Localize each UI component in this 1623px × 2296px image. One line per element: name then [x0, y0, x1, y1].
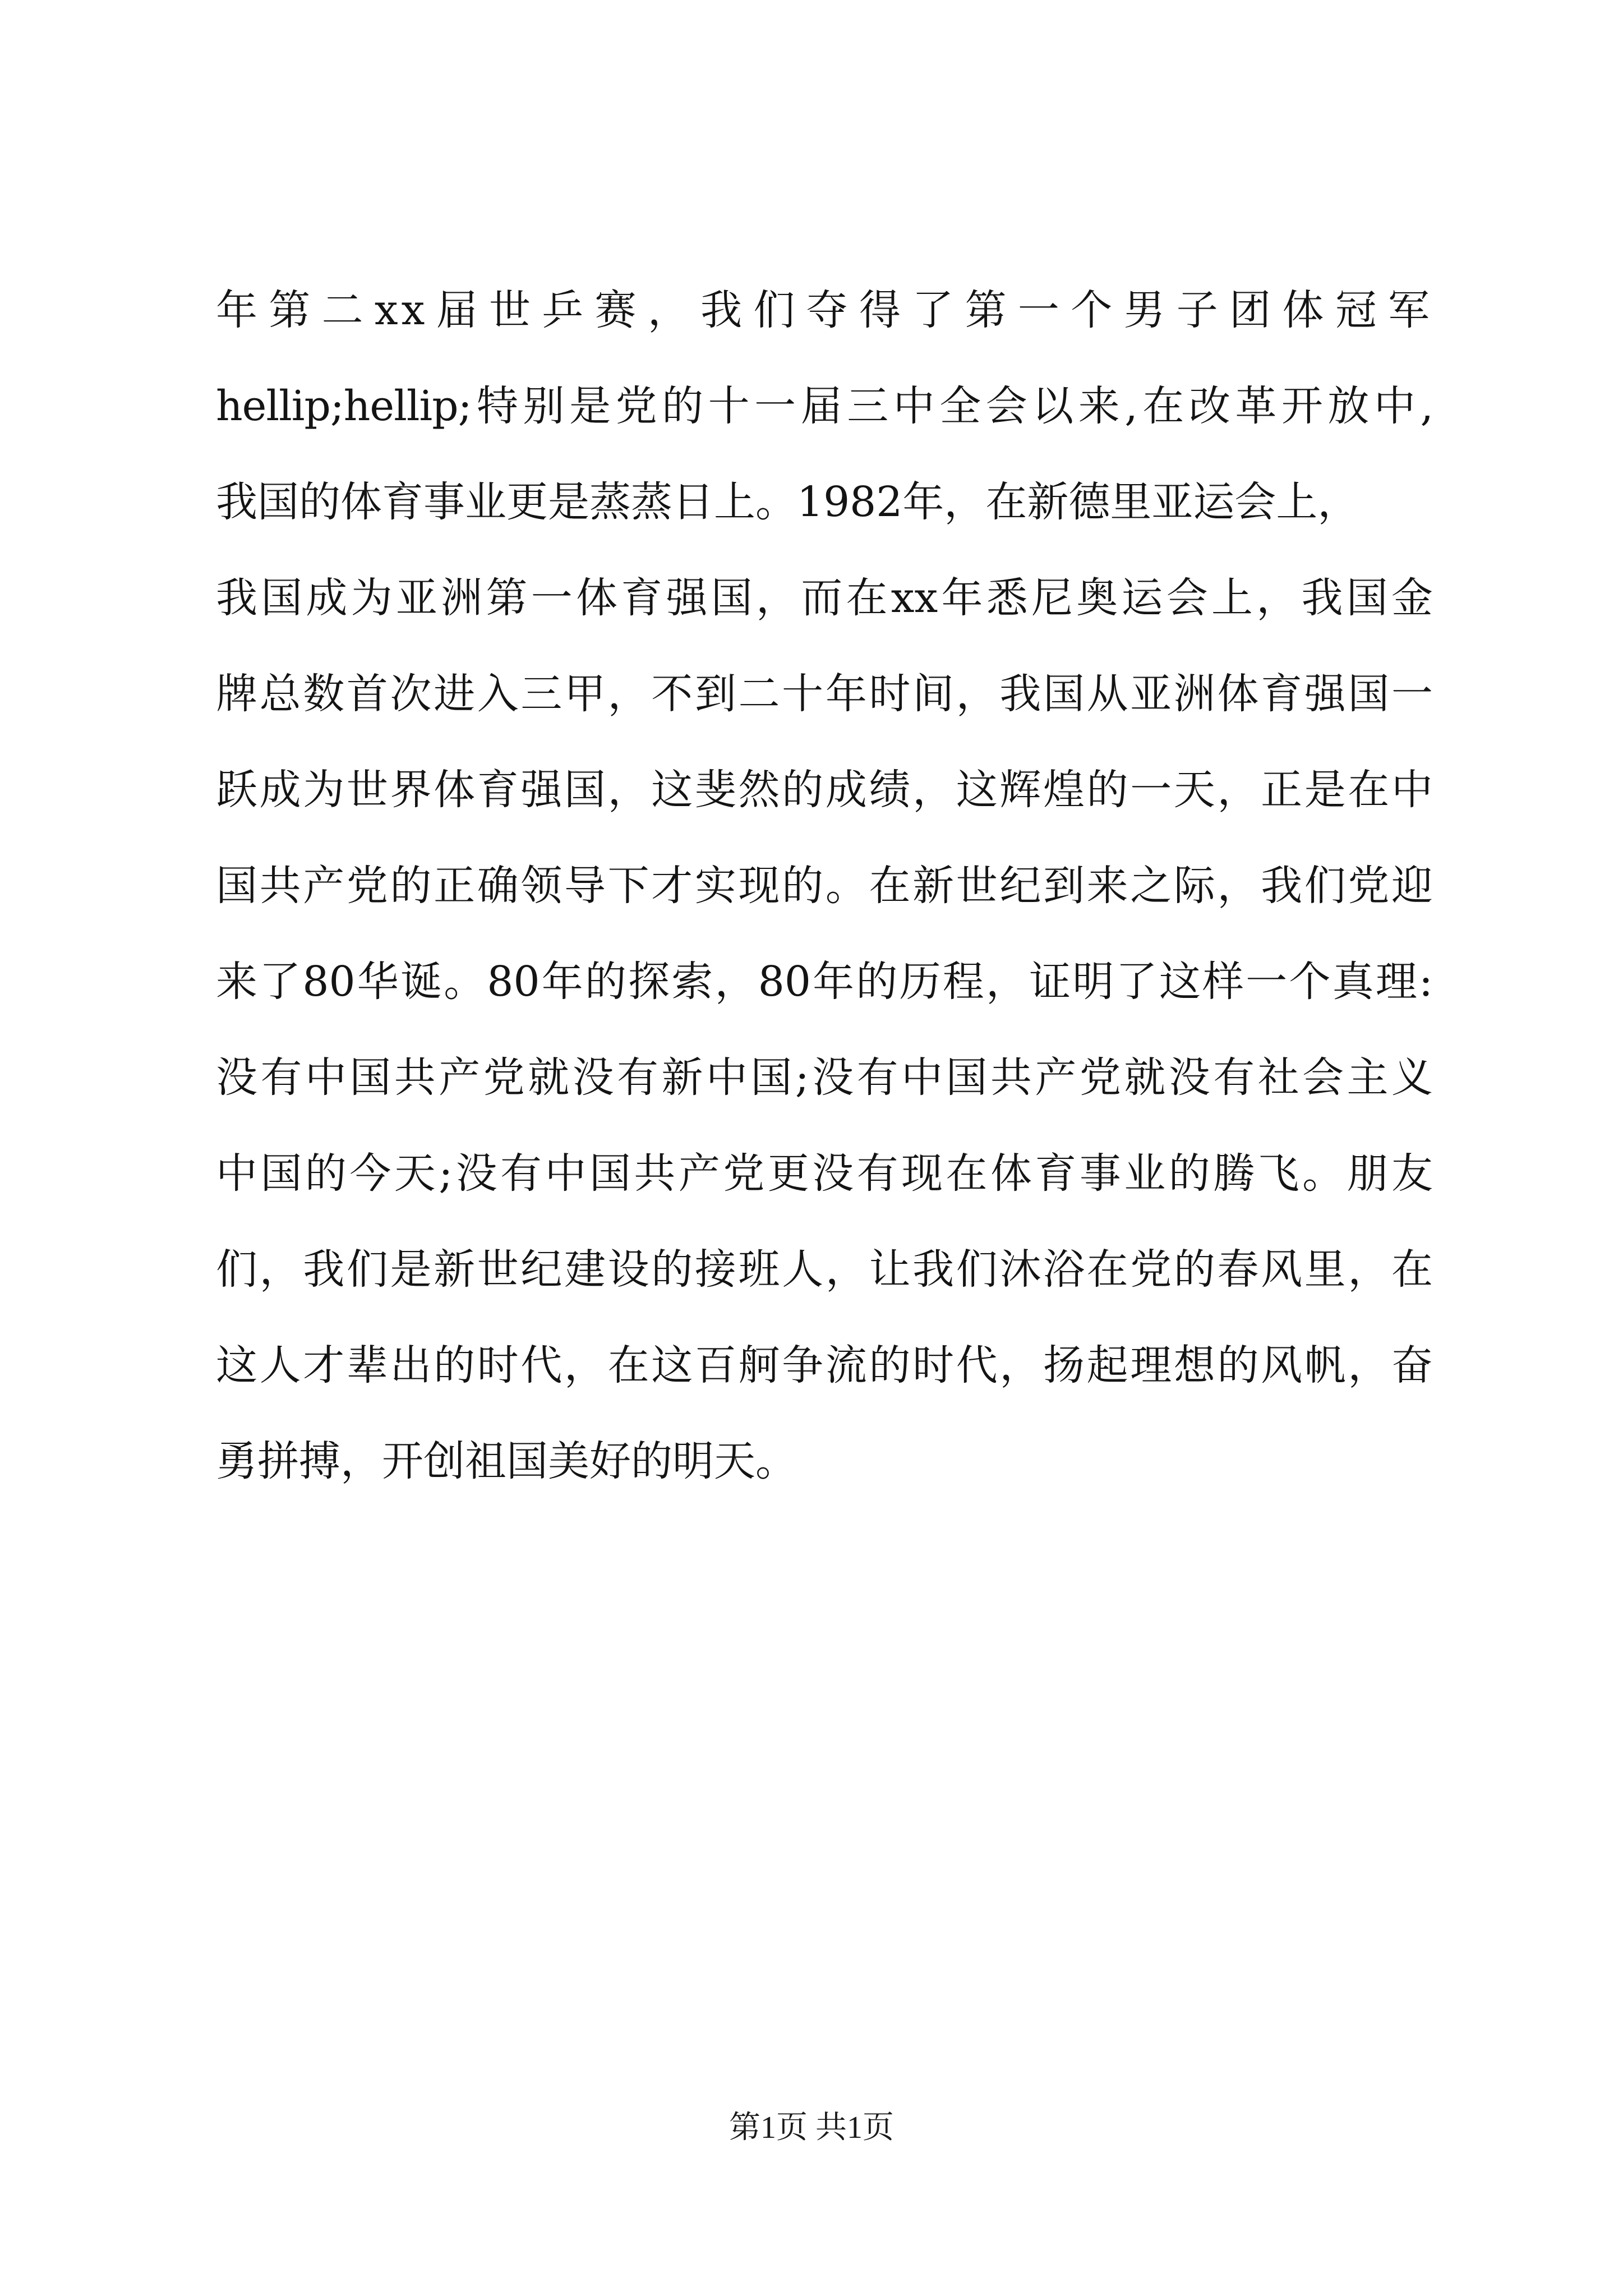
- text-line: 没有中国共产党就没有新中国;没有中国共产党就没有社会主义: [216, 1053, 1433, 1102]
- text-line: 国共产党的正确领导下才实现的。在新世纪到来之际，我们党迎: [216, 862, 1433, 910]
- text-line: 勇拼搏，开创祖国美好的明天。: [216, 1437, 797, 1485]
- text-line: 牌总数首次进入三甲，不到二十年时间，我国从亚洲体育强国一: [216, 670, 1433, 718]
- text-line: 来了80华诞。80年的探索，80年的历程，证明了这样一个真理:: [216, 958, 1433, 1006]
- text-line: 我国的体育事业更是蒸蒸日上。1982年，在新德里亚运会上，: [216, 478, 1359, 526]
- text-line: 这人才辈出的时代，在这百舸争流的时代，扬起理想的风帆，奋: [216, 1341, 1433, 1389]
- text-line: 中国的今天;没有中国共产党更没有现在体育事业的腾飞。朋友: [216, 1149, 1433, 1198]
- text-line: 跃成为世界体育强国，这斐然的成绩，这辉煌的一天，正是在中: [216, 766, 1433, 814]
- text-line: 我国成为亚洲第一体育强国，而在xx年悉尼奥运会上，我国金: [216, 574, 1433, 622]
- page-footer: 第1页 共1页: [729, 2110, 894, 2145]
- body-text: [216, 263, 1433, 1510]
- text-line: 们，我们是新世纪建设的接班人，让我们沐浴在党的春风里，在: [216, 1245, 1433, 1294]
- text-line: 年第二xx届世乒赛，我们夺得了第一个男子团体冠军: [216, 286, 1433, 334]
- text-line: hellip;hellip;特别是党的十一届三中全会以来,在改革开放中,: [216, 382, 1433, 430]
